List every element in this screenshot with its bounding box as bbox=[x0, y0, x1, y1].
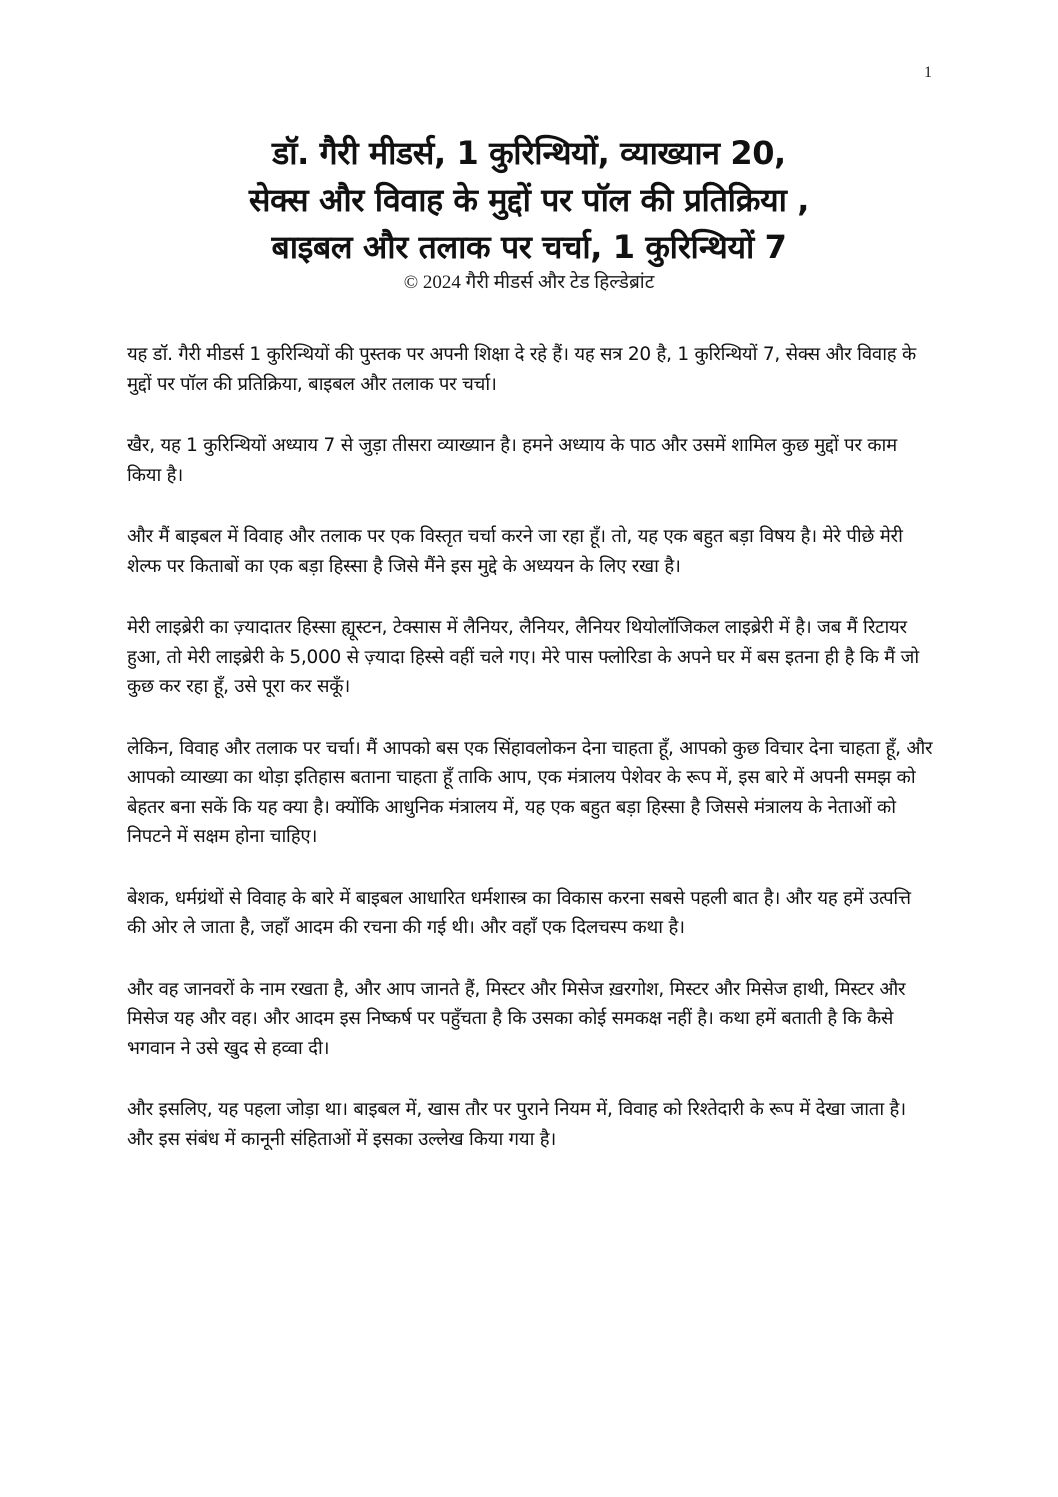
paragraph-3: और मैं बाइबल में विवाह और तलाक पर एक विस्तृत चर्चा करने जा रहा हूँ। तो, यह एक बहुत बड़ा विषय है। मेरे पीछे मेरी शेल्फ पर किताबों का एक बड़ा हिस्सा है जिसे मैंने इस मुद्दे के अध्ययन के लिए रखा है। bbox=[127, 526, 903, 577]
document-header bbox=[100, 130, 958, 295]
document-title-line-1: डॉ. गैरी मीडर्स, 1 कुरिन्थियों, व्याख्यान 20, bbox=[272, 134, 786, 172]
paragraph-1: यह डॉ. गैरी मीडर्स 1 कुरिन्थियों की पुस्तक पर अपनी शिक्षा दे रहे हैं। यह सत्र 20 है, 1 कुरिन्थियों 7, सेक्स और विवाह के मुद्दों पर पॉल की प्रतिक्रिया, बाइबल और तलाक पर चर्चा। bbox=[127, 344, 916, 395]
document-body bbox=[127, 340, 933, 1186]
page-number: 1 bbox=[924, 64, 932, 81]
paragraph-2: खैर, यह 1 कुरिन्थियों अध्याय 7 से जुड़ा तीसरा व्याख्यान है। हमने अध्याय के पाठ और उसमें शामिल कुछ मुद्दों पर काम किया है। bbox=[127, 435, 897, 486]
paragraph-5: लेकिन, विवाह और तलाक पर चर्चा। मैं आपको बस एक सिंहावलोकन देना चाहता हूँ, आपको कुछ विचार देना चाहता हूँ, और आपको व्याख्या का थोड़ा इतिहास बताना चाहता हूँ ताकि आप, एक मंत्रालय पेशेवर के रूप में, इस बारे में अपनी समझ को बेहतर बना सकें कि यह क्या है। क्योंकि आधुनिक मंत्रालय में, यह एक बहुत बड़ा हिस्सा है जिससे मंत्रालय के नेताओं को निपटने में सक्षम होना चाहिए। bbox=[127, 737, 933, 847]
paragraph-4: मेरी लाइब्रेरी का ज़्यादातर हिस्सा ह्यूस्टन, टेक्सास में लैनियर, लैनियर, लैनियर थियोलॉजिकल लाइब्रेरी में है। जब मैं रिटायर हुआ, तो मेरी लाइब्रेरी के 5,000 से ज़्यादा हिस्से वहीं चले गए। मेरे पास फ्लोरिडा के अपने घर में बस इतना ही है कि मैं जो कुछ कर रहा हूँ, उसे पूरा कर सकूँ। bbox=[127, 617, 919, 697]
document-title-line-2: सेक्स और विवाह के मुद्दों पर पॉल की प्रतिक्रिया , bbox=[248, 181, 810, 219]
paragraph-7: और वह जानवरों के नाम रखता है, और आप जानते हैं, मिस्टर और मिसेज ख़रगोश, मिस्टर और मिसेज हाथी, मिस्टर और मिसेज यह और वह। और आदम इस निष्कर्ष पर पहुँचता है कि उसका कोई समकक्ष नहीं है। कथा हमें बताती है कि कैसे भगवान ने उसे खुद से हव्वा दी। bbox=[127, 978, 906, 1059]
paragraph-8: और इसलिए, यह पहला जोड़ा था। बाइबल में, खास तौर पर पुराने नियम में, विवाह को रिश्तेदारी के रूप में देखा जाता है। और इस संबंध में कानूनी संहिताओं में इसका उल्लेख किया गया है। bbox=[127, 1099, 906, 1150]
paragraph-6: बेशक, धर्मग्रंथों से विवाह के बारे में बाइबल आधारित धर्मशास्त्र का विकास करना सबसे पहली बात है। और यह हमें उत्पत्ति की ओर ले जाता है, जहाँ आदम की रचना की गई थी। और वहाँ एक दिलचस्प कथा है। bbox=[127, 887, 911, 938]
copyright-notice: © 2024 गैरी मीडर्स और टेड हिल्डेब्रांट bbox=[403, 272, 655, 293]
document-title-line-3: बाइबल और तलाक पर चर्चा, 1 कुरिन्थियों 7 bbox=[271, 228, 787, 266]
